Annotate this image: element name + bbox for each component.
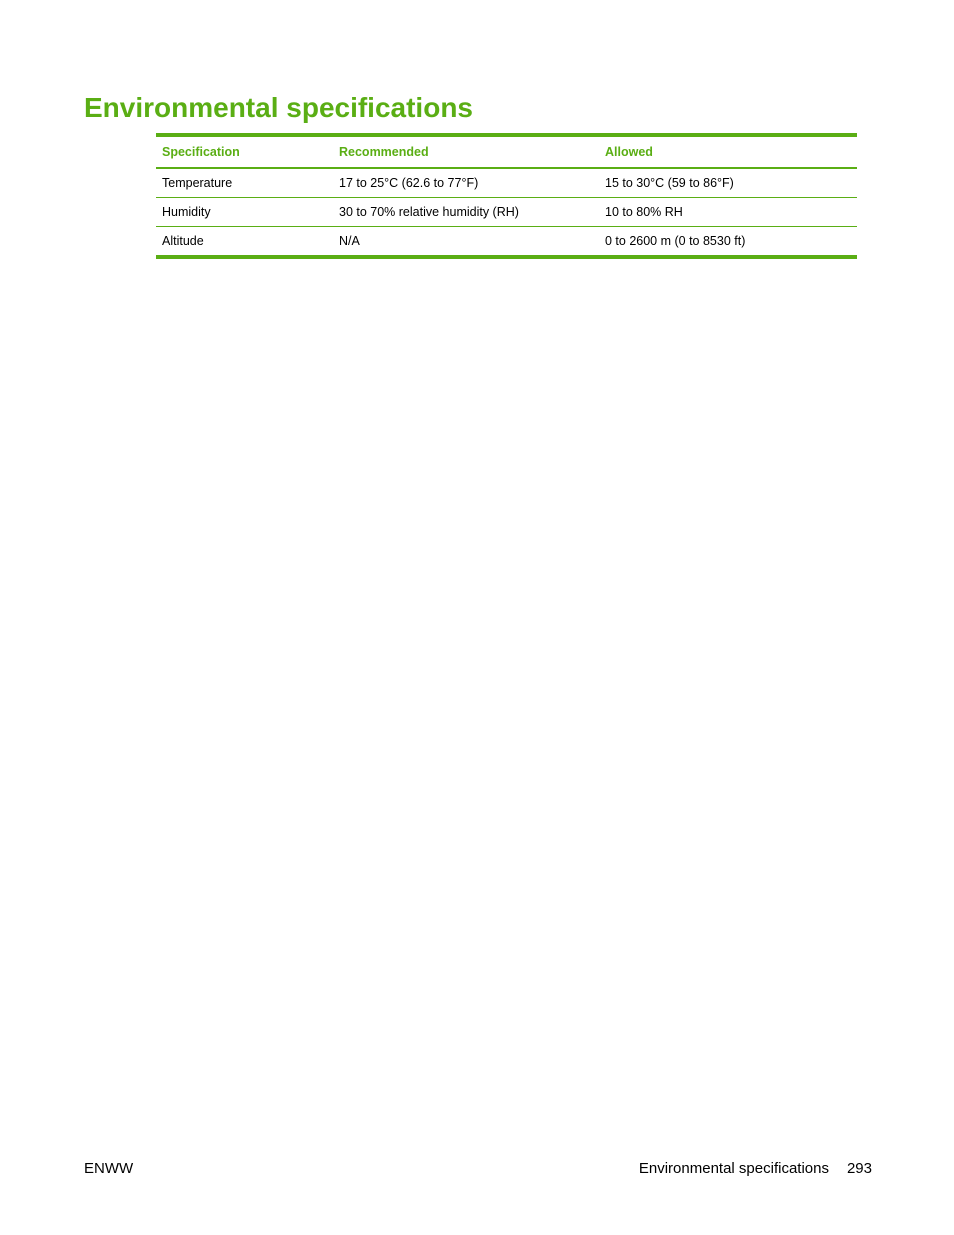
- environmental-specifications-table: [156, 133, 857, 259]
- footer-right: [639, 1159, 872, 1179]
- table-row: [156, 227, 857, 258]
- cell-allowed: 10 to 80% RH: [599, 198, 857, 227]
- table-row: [156, 168, 857, 198]
- footer-section-title: Environmental specifications: [638, 1160, 829, 1177]
- table-header-row: [156, 135, 857, 168]
- cell-specification: Altitude: [162, 234, 204, 248]
- cell-specification: Humidity: [156, 198, 333, 227]
- cell-recommended: N/A: [339, 234, 360, 248]
- page-title: Environmental specifications: [84, 92, 473, 123]
- column-header-specification: Specification: [156, 135, 333, 168]
- cell-recommended: 30 to 70% relative humidity (RH): [333, 198, 599, 227]
- cell-allowed: 15 to 30°C (59 to 86°F): [599, 168, 857, 198]
- column-header-allowed: Allowed: [599, 135, 857, 168]
- cell-allowed: 0 to 2600 m (0 to 8530 ft): [605, 234, 746, 248]
- table-row: [156, 198, 857, 227]
- column-header-recommended: Recommended: [333, 135, 599, 168]
- cell-recommended: 17 to 25°C (62.6 to 77°F): [333, 168, 599, 198]
- footer-page-number: 293: [846, 1160, 872, 1177]
- footer-doc-code: ENWW: [84, 1160, 134, 1177]
- cell-specification: Temperature: [156, 168, 333, 198]
